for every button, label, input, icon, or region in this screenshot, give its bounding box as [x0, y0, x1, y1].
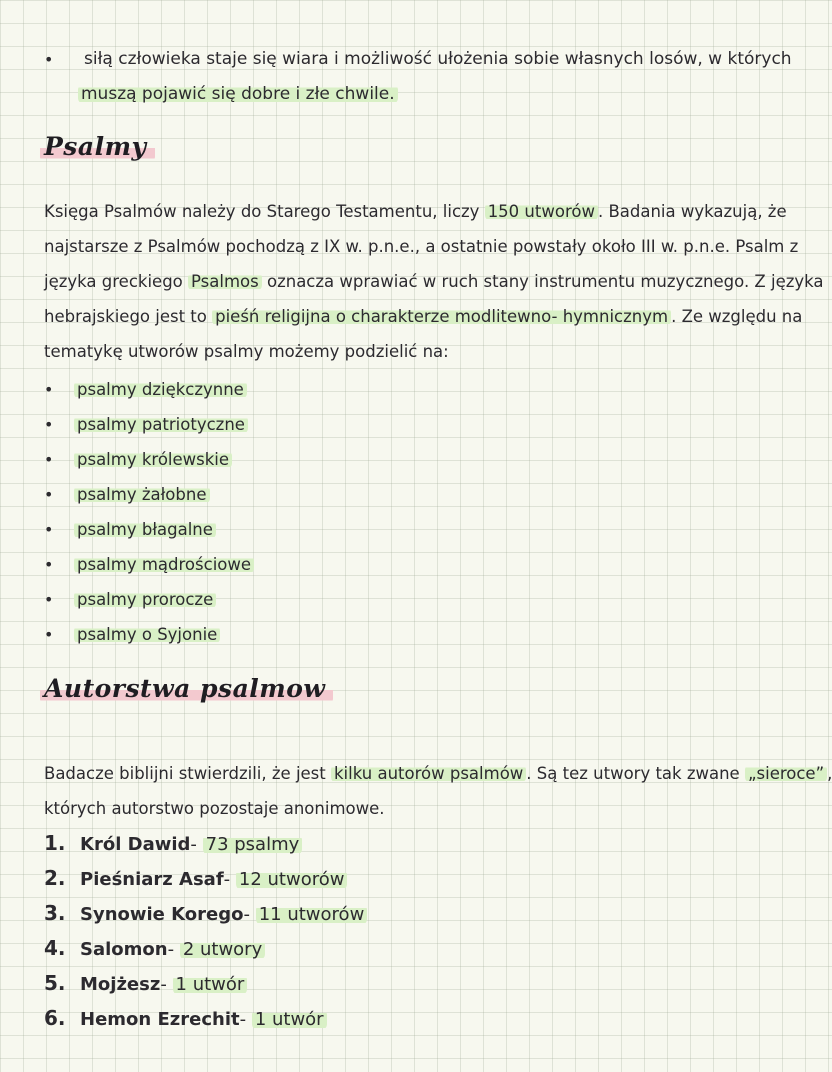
highlight-150: 150 utworów	[485, 202, 598, 221]
psalmy-line-5: tematykę utworów psalmy możemy podzielić na:	[44, 342, 449, 361]
bullet-icon: •	[44, 380, 54, 399]
author-item: 6. Hemon Ezrechit- 1 utwór	[44, 1001, 327, 1037]
psalmy-line-3: języka greckiego Psalmos oznacza wprawiać w ruch stany instrumentu muzycznego. Z języka	[44, 272, 824, 291]
list-item: • psalmy mądrościowe	[44, 547, 254, 582]
bullet-icon: •	[44, 50, 54, 69]
list-item: • psalmy patriotyczne	[44, 407, 248, 442]
bullet-icon: •	[44, 625, 54, 644]
list-item: • psalmy królewskie	[44, 442, 232, 477]
autorstwo-heading: Autorstwa psalmow	[40, 674, 333, 703]
psalmy-line-1: Księga Psalmów należy do Starego Testamentu, liczy 150 utworów . Badania wykazują, że	[44, 202, 787, 221]
psalmy-line-4: hebrajskiego jest to pieśń religijna o charakterze modlitewno- hymnicznym . Ze względu na	[44, 307, 803, 326]
highlight-psalmos: Psalmos	[188, 272, 262, 291]
highlight-sieroce: „sieroce”	[745, 764, 827, 783]
author-item: 4. Salomon- 2 utwory	[44, 931, 265, 967]
list-item: • psalmy prorocze	[44, 582, 216, 617]
bullet-icon: •	[44, 590, 54, 609]
author-item: 2. Pieśniarz Asaf- 12 utworów	[44, 861, 347, 897]
list-item: • psalmy dziękczynne	[44, 372, 247, 407]
intro-line-1: siłą człowieka staje się wiara i możliwość ułożenia sobie własnych losów, w których	[84, 49, 792, 69]
bullet-icon: •	[44, 415, 54, 434]
psalmy-heading: Psalmy	[40, 132, 155, 161]
intro-line-2	[78, 77, 398, 112]
autorstwo-line-1: Badacze biblijni stwierdzili, że jest kilku autorów psalmów . Są tez utwory tak zwane „sieroce” ,	[44, 764, 832, 783]
highlight-piesn: pieśń religijna o charakterze modlitewno- hymnicznym	[212, 307, 671, 326]
intro-highlight: muszą pojawić się dobre i złe chwile.	[78, 84, 398, 104]
author-item: 3. Synowie Korego- 11 utworów	[44, 896, 367, 932]
psalmy-line-2: najstarsze z Psalmów pochodzą z IX w. p.n.e., a ostatnie powstały około III w. p.n.e. Psalm z	[44, 237, 799, 256]
bullet-icon: •	[44, 520, 54, 539]
bullet-icon: •	[44, 485, 54, 504]
list-item: • psalmy o Syjonie	[44, 617, 220, 652]
autorstwo-paragraph	[44, 756, 832, 826]
autorstwo-line-2: których autorstwo pozostaje anonimowe.	[44, 799, 385, 818]
bullet-icon: •	[44, 450, 54, 469]
list-item: • psalmy żałobne	[44, 477, 210, 512]
list-item: • psalmy błagalne	[44, 512, 216, 547]
psalmy-paragraph	[44, 194, 824, 369]
author-item: 1. Król Dawid- 73 psalmy	[44, 826, 302, 862]
author-item: 5. Mojżesz- 1 utwór	[44, 966, 247, 1002]
bullet-icon: •	[44, 555, 54, 574]
highlight-kilku: kilku autorów psalmów	[331, 764, 526, 783]
